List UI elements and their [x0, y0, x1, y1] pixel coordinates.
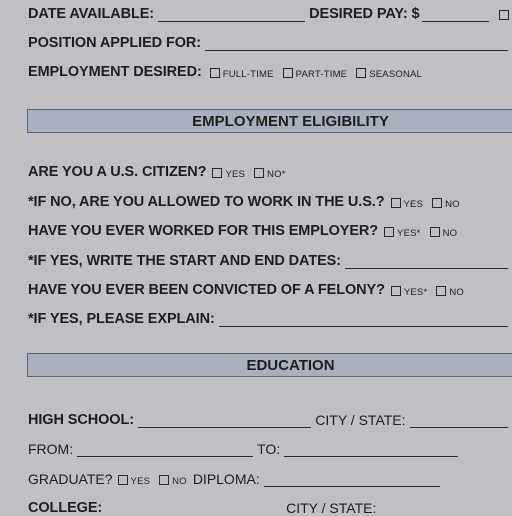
graduate-row — [28, 467, 512, 487]
felony-no-label: NO — [449, 287, 465, 298]
position-row — [28, 31, 512, 51]
college-row — [28, 496, 512, 516]
date-available-row — [28, 2, 512, 22]
seasonal-checkbox[interactable] — [356, 68, 366, 78]
full-time-label: FULL-TIME — [222, 69, 274, 80]
college-field[interactable] — [106, 501, 282, 516]
felony-yes-checkbox[interactable] — [391, 286, 401, 296]
dates-field[interactable] — [345, 254, 508, 269]
from-field[interactable] — [77, 442, 253, 457]
dates-row — [28, 249, 512, 269]
citizen-row — [28, 160, 512, 180]
worked-question: HAVE YOU EVER WORKED FOR THIS EMPLOYER? — [28, 223, 379, 239]
high-school-field[interactable] — [138, 413, 311, 428]
citizen-question: ARE YOU A U.S. CITIZEN? — [28, 164, 207, 180]
allowed-no-label: NO — [445, 199, 460, 210]
to-field[interactable] — [284, 442, 458, 457]
position-applied-label: POSITION APPLIED FOR: — [28, 35, 201, 51]
from-label: FROM: — [28, 441, 74, 457]
diploma-field[interactable] — [264, 472, 440, 487]
felony-question: HAVE YOU EVER BEEN CONVICTED OF A FELONY? — [28, 282, 385, 298]
employment-desired-row — [28, 60, 512, 80]
graduate-no-label: NO — [172, 476, 187, 487]
allowed-row — [28, 190, 512, 210]
graduate-yes-label: YES — [130, 476, 151, 487]
seasonal-label: SEASONAL — [369, 69, 423, 80]
date-available-label: DATE AVAILABLE: — [28, 6, 155, 22]
employment-eligibility-header — [27, 109, 512, 133]
employment-eligibility-title: EMPLOYMENT ELIGIBILITY — [192, 112, 389, 130]
dates-question: *IF YES, WRITE THE START AND END DATES: — [28, 253, 341, 269]
full-time-checkbox[interactable] — [210, 68, 220, 78]
employment-desired-label: EMPLOYMENT DESIRED: — [28, 64, 202, 80]
from-to-row — [28, 437, 512, 457]
allowed-question: *IF NO, ARE YOU ALLOWED TO WORK IN THE U.S.? — [28, 194, 385, 210]
hs-city-state-label: CITY / STATE: — [315, 412, 406, 428]
allowed-no-checkbox[interactable] — [432, 198, 442, 208]
part-time-checkbox[interactable] — [283, 68, 293, 78]
high-school-label: HIGH SCHOOL: — [28, 412, 134, 428]
worked-no-checkbox[interactable] — [430, 227, 440, 237]
pay-unit-checkbox[interactable] — [499, 10, 509, 20]
desired-pay-field[interactable] — [422, 7, 490, 22]
education-header — [27, 353, 512, 377]
citizen-no-label: NO* — [267, 169, 286, 180]
worked-yes-checkbox[interactable] — [384, 227, 394, 237]
felony-yes-label: YES* — [403, 287, 428, 298]
college-label: COLLEGE: — [28, 500, 103, 516]
allowed-yes-checkbox[interactable] — [391, 198, 401, 208]
citizen-no-checkbox[interactable] — [254, 168, 264, 178]
citizen-yes-label: YES — [225, 169, 246, 180]
explain-question: *IF YES, PLEASE EXPLAIN: — [28, 311, 215, 327]
graduate-yes-checkbox[interactable] — [118, 475, 128, 485]
graduate-no-checkbox[interactable] — [159, 475, 169, 485]
graduate-label: GRADUATE? — [28, 471, 113, 487]
allowed-yes-label: YES — [403, 199, 424, 210]
diploma-label: DIPLOMA: — [192, 471, 260, 487]
desired-pay-label: DESIRED PAY: $ — [309, 6, 420, 22]
hs-city-state-field[interactable] — [410, 413, 508, 428]
education-title: EDUCATION — [246, 356, 335, 374]
high-school-row — [28, 408, 512, 428]
citizen-yes-checkbox[interactable] — [212, 168, 222, 178]
part-time-label: PART-TIME — [295, 69, 348, 80]
date-available-field[interactable] — [158, 7, 305, 22]
to-label: TO: — [257, 441, 281, 457]
position-applied-field[interactable] — [205, 36, 508, 51]
explain-row — [28, 307, 512, 327]
worked-no-label: NO — [442, 228, 458, 239]
explain-field[interactable] — [219, 312, 508, 327]
felony-row — [28, 278, 512, 298]
worked-row — [28, 219, 512, 239]
college-city-state-label: CITY / STATE: — [286, 500, 377, 516]
worked-yes-label: YES* — [397, 228, 421, 239]
felony-no-checkbox[interactable] — [436, 286, 446, 296]
